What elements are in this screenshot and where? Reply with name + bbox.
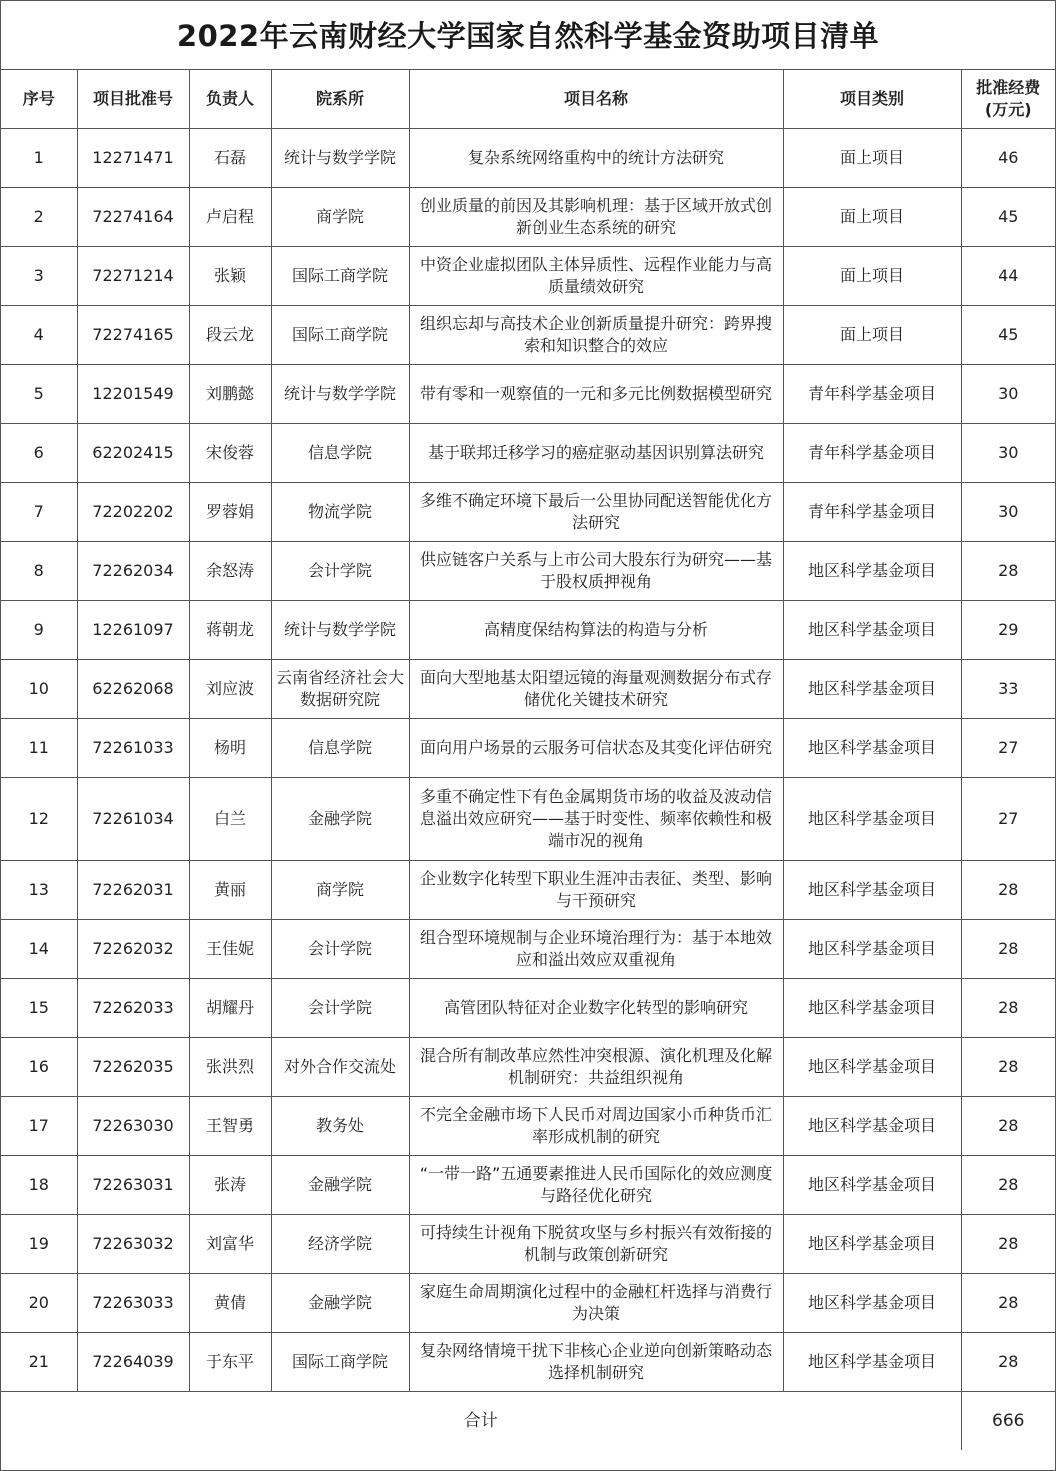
- cell-approval: 72263030: [77, 1097, 189, 1156]
- cell-dept: 信息学院: [271, 424, 409, 483]
- cell-dept: 国际工商学院: [271, 247, 409, 306]
- cell-leader: 石磊: [189, 129, 271, 188]
- cell-approval: 12271471: [77, 129, 189, 188]
- header-dept: 院系所: [271, 70, 409, 129]
- cell-no: 8: [1, 542, 77, 601]
- cell-no: 4: [1, 306, 77, 365]
- cell-project-name: 高管团队特征对企业数字化转型的影响研究: [409, 979, 783, 1038]
- cell-category: 青年科学基金项目: [783, 365, 961, 424]
- cell-funds: 28: [961, 1274, 1055, 1333]
- cell-no: 11: [1, 719, 77, 778]
- cell-category: 面上项目: [783, 247, 961, 306]
- table-row: [1, 979, 1055, 1038]
- cell-approval: 72263032: [77, 1215, 189, 1274]
- cell-category: 地区科学基金项目: [783, 1097, 961, 1156]
- cell-approval: 72274164: [77, 188, 189, 247]
- table-row: [1, 1215, 1055, 1274]
- cell-no: 1: [1, 129, 77, 188]
- cell-no: 14: [1, 920, 77, 979]
- cell-dept: 信息学院: [271, 719, 409, 778]
- cell-category: 地区科学基金项目: [783, 861, 961, 920]
- cell-no: 3: [1, 247, 77, 306]
- cell-leader: 白兰: [189, 778, 271, 861]
- cell-no: 12: [1, 778, 77, 861]
- cell-approval: 72262034: [77, 542, 189, 601]
- cell-project-name: 不完全金融市场下人民币对周边国家小币种货币汇率形成机制的研究: [409, 1097, 783, 1156]
- cell-project-name: 多重不确定性下有色金属期货市场的收益及波动信息溢出效应研究——基于时变性、频率依赖性和极端市况的视角: [409, 778, 783, 861]
- cell-funds: 45: [961, 306, 1055, 365]
- cell-leader: 杨明: [189, 719, 271, 778]
- cell-approval: 72262032: [77, 920, 189, 979]
- cell-funds: 28: [961, 920, 1055, 979]
- table-row: [1, 601, 1055, 660]
- cell-project-name: 高精度保结构算法的构造与分析: [409, 601, 783, 660]
- cell-approval: 12261097: [77, 601, 189, 660]
- cell-category: 地区科学基金项目: [783, 1156, 961, 1215]
- cell-approval: 62262068: [77, 660, 189, 719]
- table-row: [1, 861, 1055, 920]
- cell-category: 面上项目: [783, 129, 961, 188]
- cell-no: 16: [1, 1038, 77, 1097]
- header-row: [1, 70, 1055, 129]
- cell-no: 20: [1, 1274, 77, 1333]
- cell-project-name: 带有零和一观察值的一元和多元比例数据模型研究: [409, 365, 783, 424]
- cell-leader: 罗蓉娟: [189, 483, 271, 542]
- cell-dept: 对外合作交流处: [271, 1038, 409, 1097]
- cell-leader: 王智勇: [189, 1097, 271, 1156]
- cell-category: 地区科学基金项目: [783, 1333, 961, 1392]
- cell-dept: 金融学院: [271, 1156, 409, 1215]
- cell-dept: 国际工商学院: [271, 306, 409, 365]
- table-row: [1, 365, 1055, 424]
- header-funds-line1: 批准经费: [976, 78, 1041, 97]
- cell-no: 17: [1, 1097, 77, 1156]
- cell-approval: 72271214: [77, 247, 189, 306]
- document-title: 2022年云南财经大学国家自然科学基金资助项目清单: [1, 1, 1055, 70]
- cell-funds: 28: [961, 1038, 1055, 1097]
- cell-project-name: 混合所有制改革应然性冲突根源、演化机理及化解机制研究：共益组织视角: [409, 1038, 783, 1097]
- cell-category: 地区科学基金项目: [783, 979, 961, 1038]
- table-row: [1, 306, 1055, 365]
- cell-category: 地区科学基金项目: [783, 1215, 961, 1274]
- cell-leader: 刘应波: [189, 660, 271, 719]
- cell-no: 18: [1, 1156, 77, 1215]
- cell-leader: 张涛: [189, 1156, 271, 1215]
- table-row: [1, 188, 1055, 247]
- cell-leader: 刘富华: [189, 1215, 271, 1274]
- cell-dept: 商学院: [271, 861, 409, 920]
- header-category: 项目类别: [783, 70, 961, 129]
- table-row: [1, 1274, 1055, 1333]
- header-project-name: 项目名称: [409, 70, 783, 129]
- cell-dept: 经济学院: [271, 1215, 409, 1274]
- cell-project-name: 中资企业虚拟团队主体异质性、远程作业能力与高质量绩效研究: [409, 247, 783, 306]
- header-funds-line2: (万元): [984, 100, 1032, 119]
- cell-category: 地区科学基金项目: [783, 601, 961, 660]
- cell-dept: 金融学院: [271, 778, 409, 861]
- cell-no: 5: [1, 365, 77, 424]
- cell-leader: 刘鹏懿: [189, 365, 271, 424]
- cell-funds: 28: [961, 1097, 1055, 1156]
- funding-table: [1, 70, 1055, 1450]
- cell-project-name: 可持续生计视角下脱贫攻坚与乡村振兴有效衔接的机制与政策创新研究: [409, 1215, 783, 1274]
- cell-leader: 于东平: [189, 1333, 271, 1392]
- cell-no: 2: [1, 188, 77, 247]
- cell-funds: 29: [961, 601, 1055, 660]
- cell-no: 13: [1, 861, 77, 920]
- table-row: [1, 424, 1055, 483]
- cell-funds: 28: [961, 1156, 1055, 1215]
- cell-dept: 商学院: [271, 188, 409, 247]
- cell-funds: 30: [961, 483, 1055, 542]
- total-value: 666: [961, 1392, 1055, 1451]
- cell-dept: 统计与数学学院: [271, 129, 409, 188]
- cell-leader: 蒋朝龙: [189, 601, 271, 660]
- cell-approval: 72264039: [77, 1333, 189, 1392]
- cell-project-name: 复杂系统网络重构中的统计方法研究: [409, 129, 783, 188]
- total-row: [1, 1392, 1055, 1451]
- cell-funds: 28: [961, 861, 1055, 920]
- cell-no: 15: [1, 979, 77, 1038]
- cell-leader: 卢启程: [189, 188, 271, 247]
- cell-category: 面上项目: [783, 188, 961, 247]
- table-row: [1, 660, 1055, 719]
- cell-category: 青年科学基金项目: [783, 424, 961, 483]
- cell-approval: 62202415: [77, 424, 189, 483]
- header-no: 序号: [1, 70, 77, 129]
- cell-project-name: 组织忘却与高技术企业创新质量提升研究：跨界搜索和知识整合的效应: [409, 306, 783, 365]
- cell-category: 地区科学基金项目: [783, 778, 961, 861]
- cell-approval: 72261033: [77, 719, 189, 778]
- cell-project-name: 面向大型地基太阳望远镜的海量观测数据分布式存储优化关键技术研究: [409, 660, 783, 719]
- table-row: [1, 483, 1055, 542]
- cell-approval: 72274165: [77, 306, 189, 365]
- cell-leader: 王佳妮: [189, 920, 271, 979]
- cell-dept: 会计学院: [271, 979, 409, 1038]
- header-leader: 负责人: [189, 70, 271, 129]
- cell-no: 19: [1, 1215, 77, 1274]
- cell-no: 7: [1, 483, 77, 542]
- cell-leader: 黄倩: [189, 1274, 271, 1333]
- table-row: [1, 1333, 1055, 1392]
- table-row: [1, 247, 1055, 306]
- cell-project-name: 创业质量的前因及其影响机理：基于区域开放式创新创业生态系统的研究: [409, 188, 783, 247]
- cell-leader: 宋俊蓉: [189, 424, 271, 483]
- total-label: 合计: [1, 1392, 961, 1451]
- cell-dept: 会计学院: [271, 920, 409, 979]
- cell-approval: 72202202: [77, 483, 189, 542]
- header-approval: 项目批准号: [77, 70, 189, 129]
- cell-funds: 30: [961, 365, 1055, 424]
- cell-project-name: 供应链客户关系与上市公司大股东行为研究——基于股权质押视角: [409, 542, 783, 601]
- cell-leader: 余怒涛: [189, 542, 271, 601]
- cell-approval: 72262035: [77, 1038, 189, 1097]
- cell-approval: 12201549: [77, 365, 189, 424]
- cell-dept: 统计与数学学院: [271, 365, 409, 424]
- cell-category: 地区科学基金项目: [783, 660, 961, 719]
- cell-project-name: 复杂网络情境干扰下非核心企业逆向创新策略动态选择机制研究: [409, 1333, 783, 1392]
- table-row: [1, 542, 1055, 601]
- table-row: [1, 719, 1055, 778]
- table-row: [1, 129, 1055, 188]
- cell-funds: 28: [961, 1215, 1055, 1274]
- cell-category: 地区科学基金项目: [783, 719, 961, 778]
- cell-approval: 72261034: [77, 778, 189, 861]
- cell-dept: 金融学院: [271, 1274, 409, 1333]
- cell-category: 地区科学基金项目: [783, 1038, 961, 1097]
- cell-funds: 28: [961, 542, 1055, 601]
- cell-category: 青年科学基金项目: [783, 483, 961, 542]
- cell-no: 6: [1, 424, 77, 483]
- cell-leader: 张颖: [189, 247, 271, 306]
- cell-funds: 27: [961, 778, 1055, 861]
- cell-category: 地区科学基金项目: [783, 1274, 961, 1333]
- cell-leader: 胡耀丹: [189, 979, 271, 1038]
- cell-funds: 45: [961, 188, 1055, 247]
- cell-project-name: 组合型环境规制与企业环境治理行为：基于本地效应和溢出效应双重视角: [409, 920, 783, 979]
- cell-approval: 72263033: [77, 1274, 189, 1333]
- cell-project-name: “一带一路”五通要素推进人民币国际化的效应测度与路径优化研究: [409, 1156, 783, 1215]
- cell-category: 地区科学基金项目: [783, 920, 961, 979]
- table-row: [1, 920, 1055, 979]
- cell-category: 面上项目: [783, 306, 961, 365]
- cell-funds: 44: [961, 247, 1055, 306]
- cell-funds: 46: [961, 129, 1055, 188]
- header-funds: [961, 70, 1055, 129]
- cell-dept: 会计学院: [271, 542, 409, 601]
- table-row: [1, 778, 1055, 861]
- cell-project-name: 多维不确定环境下最后一公里协同配送智能优化方法研究: [409, 483, 783, 542]
- table-row: [1, 1097, 1055, 1156]
- cell-project-name: 面向用户场景的云服务可信状态及其变化评估研究: [409, 719, 783, 778]
- cell-no: 10: [1, 660, 77, 719]
- cell-dept: 云南省经济社会大数据研究院: [271, 660, 409, 719]
- cell-dept: 统计与数学学院: [271, 601, 409, 660]
- cell-leader: 黄丽: [189, 861, 271, 920]
- cell-dept: 教务处: [271, 1097, 409, 1156]
- table-row: [1, 1156, 1055, 1215]
- cell-project-name: 企业数字化转型下职业生涯冲击表征、类型、影响与干预研究: [409, 861, 783, 920]
- cell-funds: 30: [961, 424, 1055, 483]
- table-row: [1, 1038, 1055, 1097]
- cell-approval: 72262033: [77, 979, 189, 1038]
- cell-leader: 段云龙: [189, 306, 271, 365]
- cell-leader: 张洪烈: [189, 1038, 271, 1097]
- cell-funds: 28: [961, 979, 1055, 1038]
- cell-category: 地区科学基金项目: [783, 542, 961, 601]
- cell-funds: 28: [961, 1333, 1055, 1392]
- cell-dept: 国际工商学院: [271, 1333, 409, 1392]
- cell-approval: 72263031: [77, 1156, 189, 1215]
- cell-dept: 物流学院: [271, 483, 409, 542]
- cell-no: 21: [1, 1333, 77, 1392]
- cell-project-name: 家庭生命周期演化过程中的金融杠杆选择与消费行为决策: [409, 1274, 783, 1333]
- cell-funds: 33: [961, 660, 1055, 719]
- cell-approval: 72262031: [77, 861, 189, 920]
- cell-project-name: 基于联邦迁移学习的癌症驱动基因识别算法研究: [409, 424, 783, 483]
- cell-no: 9: [1, 601, 77, 660]
- cell-funds: 27: [961, 719, 1055, 778]
